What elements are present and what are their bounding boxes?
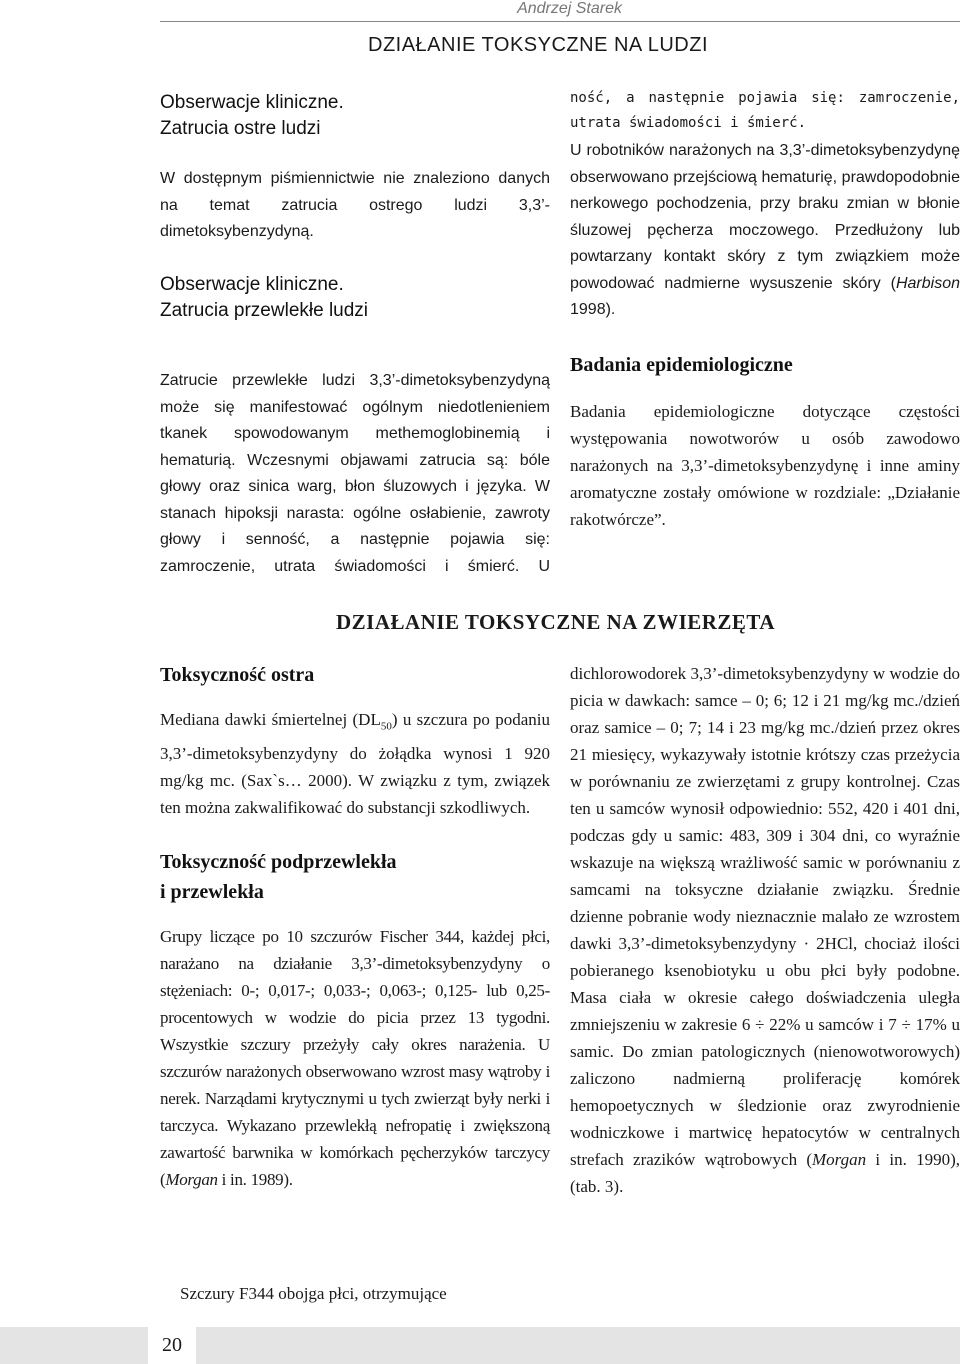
f344-paragraph: dichlorowodorek 3,3’-dimetoksybenzydyny w wodzie do picia w dawkach: samce – 0; 6; 12 i 21 mg/kg mc./dzień oraz samice – 0; 7; 14 i 23 mg/kg mc./dzień przez okres 21 miesięcy, wykazywały istotnie krótszy czas przeżycia w porównaniu ze zwierzętami z grupy kontrolnej. Czas ten u samców wynosił odpowiednio: 552, 420 i 401 dni, podczas gdy u samic: 483, 309 i 304 dni, co wyraźnie wskazuje na większą wrażliwość samic w porównaniu z samcami na toksyczne działanie związku. Średnie dzienne pobranie wody nieznacznie malało ze wzrostem dawki 3,3’-dimetoksybenzydyny · 2HCl, chociaż ilości pobieranego ksenobiotyku u obu płci były podobne. Masa ciała w okresie całego doświadczenia uległa zmniejszeniu w zakresie 6 ÷ 22% u samców i 7 ÷ 17% u samic. Do zmian patologicznych (nienowotworowych) zaliczono nadmierną proliferację komórek hemopoetycznych w śledzionie oraz zwyrodnienie wodniczkowe i martwicę hepatocytów w centralnych strefach zrazików wątrobowych (Morgan i in. 1990), (tab. 3). <box>570 664 960 1196</box>
citation-morgan-1990: Morgan <box>812 1150 867 1169</box>
citation-harbison: Harbison <box>895 274 960 292</box>
subchronic-text: Grupy liczące po 10 szczurów Fischer 344, każdej płci, narażano na działanie 3,3’-dimetoksybenzydyny o stężeniach: 0-; 0,017-; 0,033-; 0,063-; 0,125- lub 0,25-procentowych w wodzie do picia przez 13 tygodni. Wszystkie szczury przeżyły cały okres narażenia. U szczurów narażonych obserwowano wzrost masy wątroby i nerek. Narządami krytycznymi u tych zwierząt były nerki i tarczyca. Wykazano przewlekłą nefropatię i zwiększoną zawartość barwnika w komórkach pęcherzyków tarczycy ( <box>160 927 550 1190</box>
humans-right-column <box>570 138 960 533</box>
citation-morgan-1989: Morgan <box>165 1170 218 1190</box>
section-title-humans: DZIAŁANIE TOKSYCZNE NA LUDZI <box>368 34 709 56</box>
acute-paragraph: W dostępnym piśmiennictwie nie znaleziono danych na temat zatrucia ostrego ludzi 3,3’-dimetoksybenzydyną. <box>160 170 550 240</box>
chronic-paragraph-tail: U robotników narażonych na 3,3’-dimetoksybenzydynę obserwowano przejściową hematurię, prawdopodobnie nerkowego pochodzenia, przy braku zmian w błonie śluzowej pęcherza moczowego. Przedłużony lub powtarzany kontakt skóry z tym związkiem może powodować nadmierne wysuszenie skóry (Harbison 1998). <box>570 142 960 318</box>
header-divider <box>160 21 960 22</box>
acute-heading-line2: Zatrucia ostre ludzi <box>160 118 321 139</box>
subchronic-heading-line2: i przewlekła <box>160 881 264 904</box>
f344-paragraph-start: Szczury F344 obojga płci, otrzymujące <box>180 1284 447 1303</box>
ld50-text-post: ) u szczura po podaniu 3,3’-dimetoksybenzydyny do żołądka wynosi 1 920 mg/kg mc. (Sax`s… 2000). W związku z tym, związek ten można zakwalifikować do substancji szkodliwych. <box>160 710 551 818</box>
subchronic-heading-line1: Toksyczność podprzewlekła <box>160 851 397 874</box>
citation-year: 1998). <box>570 301 616 318</box>
subchronic-heading <box>160 847 550 907</box>
footer-bar <box>0 1327 960 1364</box>
chronic-text: Zatrucie przewlekłe ludzi 3,3’-dimetoksybenzydyną może się manifestować ogólnym niedotlenieniem tkanek spowodowanym methemoglobinemią i hematurią. Wczesnymi objawami zatrucia są: bóle głowy oraz sinica warg, błon śluzowych i języka. W stanach hipoksji narasta: ogólne osłabienie, zawroty głowy i senność, a następnie pojawia się: zamroczenie, utrata świadomości i śmierć. U <box>160 372 550 573</box>
page-number: 20 <box>148 1327 196 1364</box>
acute-heading <box>160 90 550 142</box>
chronic-heading-line1: Obserwacje kliniczne. <box>160 273 344 295</box>
animals-right-column <box>570 660 960 1200</box>
subchronic-paragraph <box>160 923 550 1193</box>
epi-heading: Badania epidemiologiczne <box>570 353 793 376</box>
chronic-heading <box>160 272 550 324</box>
acute-heading-line1: Obserwacje kliniczne. <box>160 92 344 113</box>
chronic-paragraph-part2 <box>570 113 960 140</box>
ld50-text-pre: Mediana dawki śmiertelnej (DL <box>160 710 381 729</box>
citation-year-1989: i in. 1989). <box>217 1170 293 1190</box>
ld50-subscript: 50 <box>380 720 392 733</box>
running-header-author: Andrzej Starek <box>517 0 622 17</box>
acute-toxicity-heading: Toksyczność ostra <box>160 664 315 686</box>
chronic-paragraph-part1 <box>160 368 550 573</box>
chronic-paragraph-continued: ność, a następnie pojawia się: zamroczenie, utrata świadomości i śmierć. <box>570 90 960 131</box>
citation-year-1990: i in. 1990), (tab. 3). <box>570 1150 960 1196</box>
acute-toxicity-paragraph <box>160 706 550 821</box>
epi-paragraph: Badania epidemiologiczne dotyczące częstości występowania nowotworów u osób zawodowo narażonych na 3,3’-dimetoksybenzydynę i inne aminy aromatyczne zostały omówione w rozdziale: „Działanie rakotwórcze”. <box>570 401 960 529</box>
humans-left-column <box>160 90 550 324</box>
animals-left-column <box>160 660 550 1193</box>
section-title-animals: DZIAŁANIE TOKSYCZNE NA ZWIERZĘTA <box>336 610 776 634</box>
chronic-heading-line2: Zatrucia przewlekłe ludzi <box>160 299 369 321</box>
